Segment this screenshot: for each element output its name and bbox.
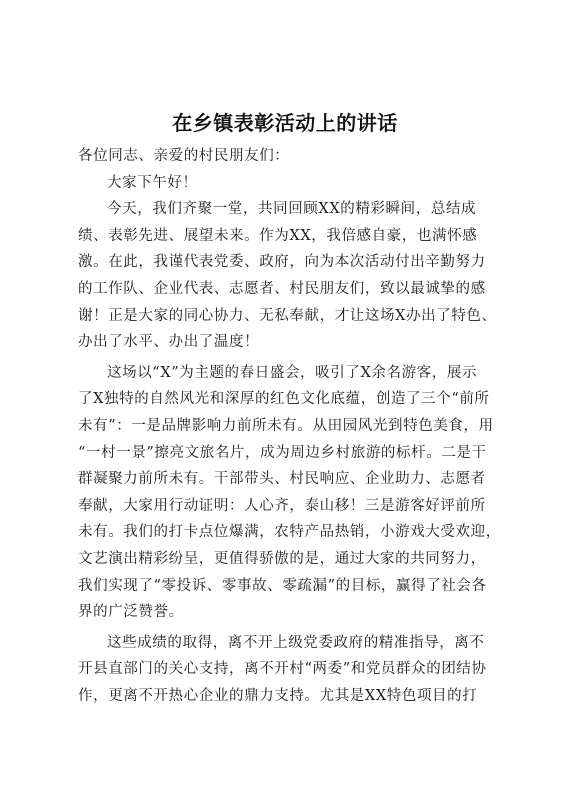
paragraph-line: 谢！正是大家的同心协力、无私奉献，才让这场X办出了特色、: [78, 307, 497, 324]
paragraph-3: [78, 630, 496, 710]
paragraph-1: [78, 196, 496, 356]
speech-body: [78, 143, 501, 709]
paragraph-line: 绩、表彰先进、展望未来。作为XX，我倍感自豪，也满怀感: [78, 227, 478, 244]
paragraph-line: 作，更离不开热心企业的鼎力支持。尤其是XX特色项目的打: [78, 687, 478, 704]
paragraph-line: 了X独特的自然风光和深厚的红色文化底蕴，创造了三个“前所: [78, 391, 490, 408]
paragraph-line: 未有。我们的打卡点位爆满，农特产品热销，小游戏大受欢迎，: [78, 524, 501, 541]
paragraph-line: 开县直部门的关心支持，离不开村“两委”和党员群众的团结协: [78, 661, 487, 678]
paragraph-line: 这些成绩的取得，离不开上级党委政府的精准指导，离不: [107, 634, 485, 651]
paragraph-line: 这场以“X”为主题的春日盛会，吸引了X余名游客，展示: [107, 364, 478, 381]
paragraph-line: 奉献，大家用行动证明：人心齐，泰山移！三是游客好评前所: [78, 497, 486, 514]
paragraph-2: [78, 360, 501, 626]
paragraph-line: “一村一景”擦亮文旅名片，成为周边乡村旅游的标杆。二是干: [78, 444, 487, 461]
paragraph-line: 的工作队、企业代表、志愿者、村民朋友们，致以最诚挚的感: [78, 280, 486, 297]
paragraph-line: 界的广泛赞誉。: [78, 604, 184, 621]
paragraph-line: 群凝聚力前所未有。干部带头、村民响应、企业助力、志愿者: [78, 471, 486, 488]
paragraph-line: 办出了水平、办出了温度！: [78, 334, 260, 351]
paragraph-line: 今天，我们齐聚一堂，共同回顾XX的精彩瞬间，总结成: [107, 201, 477, 218]
paragraph-line: 未有”：一是品牌影响力前所未有。从田园风光到特色美食，用: [78, 417, 494, 434]
paragraph-line: 激。在此，我谨代表党委、政府，向为本次活动付出辛勤努力: [78, 254, 486, 271]
paragraph-line: 文艺演出精彩纷呈，更值得骄傲的是，通过大家的共同努力，: [78, 550, 486, 567]
paragraph-line: 我们实现了“零投诉、零事故、零疏漏”的目标，赢得了社会各: [78, 577, 487, 594]
page-title: 在乡镇表彰活动上的讲话: [172, 111, 398, 135]
greeting: 大家下午好！: [107, 174, 198, 191]
salutation: 各位同志、亲爱的村民朋友们：: [78, 148, 290, 164]
